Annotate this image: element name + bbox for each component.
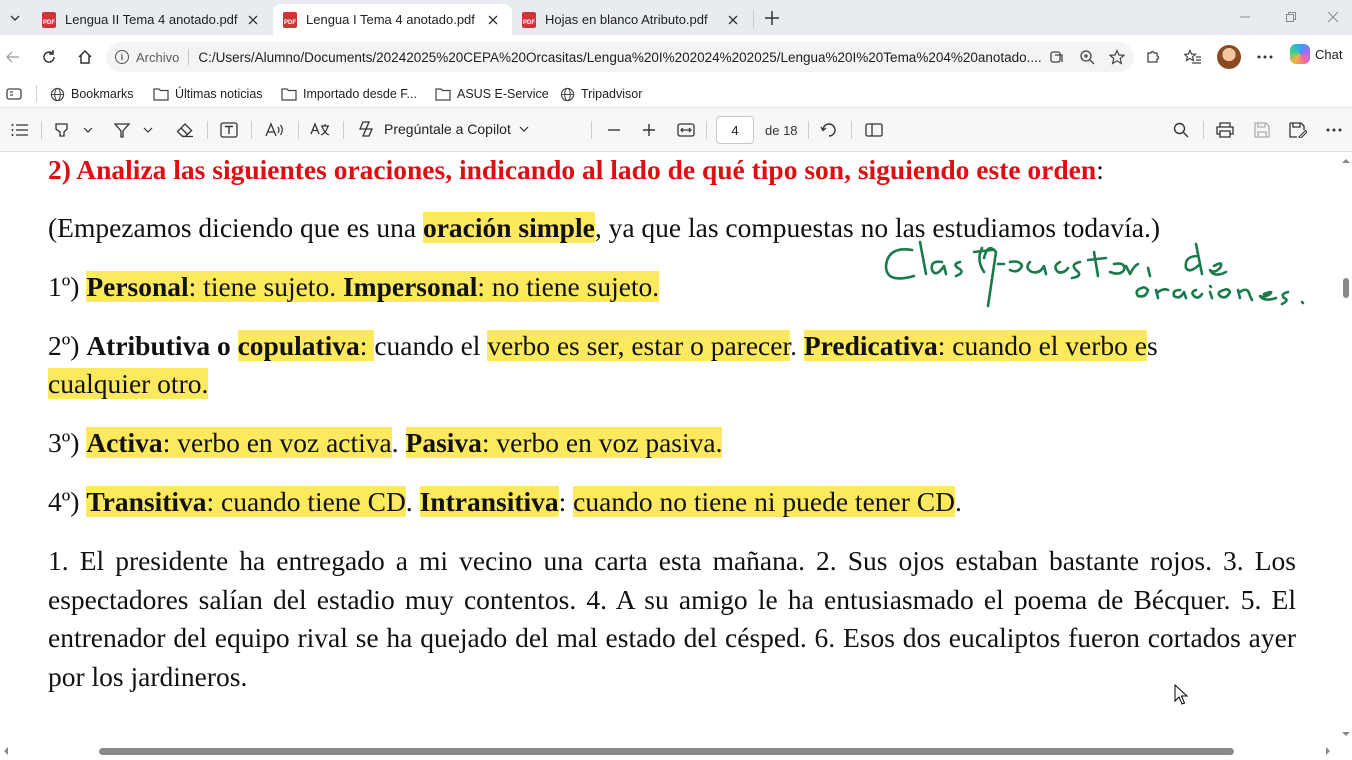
save-as-button[interactable]	[1288, 119, 1308, 141]
chevron-down-icon	[143, 126, 153, 134]
globe-icon	[50, 87, 65, 102]
scroll-left-arrow-icon[interactable]	[0, 747, 8, 755]
chevron-down-icon	[83, 126, 93, 134]
printer-icon	[1216, 122, 1234, 138]
highlight-button[interactable]	[52, 119, 72, 141]
eraser-icon	[176, 122, 194, 138]
bold-term: Atributiva o	[86, 330, 238, 361]
rotate-button[interactable]	[819, 119, 839, 141]
copilot-chat-button[interactable]	[1290, 44, 1342, 64]
scroll-down-arrow-icon[interactable]	[1342, 732, 1350, 740]
print-button[interactable]	[1215, 119, 1235, 141]
fit-to-width-button[interactable]	[676, 119, 696, 141]
highlighted-text: Pasiva: verbo en voz pasiva.	[405, 427, 723, 458]
highlighter-icon	[53, 121, 71, 139]
toolbar-divider	[808, 121, 809, 139]
folder-icon	[153, 87, 169, 101]
criterion-number: 1º)	[48, 271, 87, 302]
vertical-scroll-thumb[interactable]	[1343, 278, 1349, 298]
tab-title: Lengua I Tema 4 anotado.pdf	[306, 12, 475, 27]
new-tab-button[interactable]	[760, 6, 784, 30]
highlighted-text: Activa: verbo en voz activa	[86, 427, 392, 458]
navigation-bar	[0, 35, 1352, 79]
tab-title: Hojas en blanco Atributo.pdf	[545, 12, 708, 27]
tab-divider	[753, 10, 754, 28]
criterion-2-continued	[48, 367, 208, 401]
plain-text: .	[954, 486, 962, 517]
draw-button[interactable]	[112, 119, 132, 141]
more-icon	[1326, 128, 1342, 132]
more-options-button[interactable]	[1325, 119, 1343, 141]
ask-copilot-button[interactable]	[358, 120, 529, 138]
heading-text: 2) Analiza las siguientes oraciones, indicando al lado de qué tipo son, siguiendo este orden	[48, 154, 1097, 185]
highlighted-text: Personal: tiene sujeto. Impersonal: no tiene sujeto.	[86, 271, 660, 302]
restore-button[interactable]	[1268, 0, 1314, 34]
minimize-button[interactable]	[1222, 0, 1268, 34]
folder-icon	[435, 87, 451, 101]
chevron-down-icon	[9, 12, 21, 24]
bookmarks-bar	[0, 79, 1352, 108]
sidebar-toggle-button[interactable]	[6, 84, 22, 104]
arrow-left-icon	[5, 49, 21, 65]
translate-icon	[310, 122, 330, 138]
draw-options[interactable]	[142, 119, 154, 141]
pdf-viewport[interactable]	[0, 152, 1352, 760]
sidebar-icon	[6, 88, 22, 100]
pdf-file-icon: PDF	[42, 12, 56, 28]
mouse-pointer-icon	[1174, 684, 1188, 706]
add-text-button[interactable]	[219, 119, 239, 141]
bookmark-importado[interactable]	[281, 84, 417, 104]
close-icon[interactable]	[244, 11, 262, 29]
save-button[interactable]	[1252, 119, 1272, 141]
criterion-number: 3º)	[48, 427, 87, 458]
info-icon[interactable]: i	[115, 50, 129, 64]
close-icon	[1328, 12, 1338, 22]
highlighted-text: verbo es ser, estar o parecer	[487, 330, 791, 361]
plain-text: cuando el	[374, 330, 488, 361]
search-icon	[1173, 122, 1189, 138]
plain-text: .	[790, 330, 804, 361]
favorite-star-icon[interactable]	[1108, 48, 1126, 66]
address-bar[interactable]	[106, 42, 1134, 72]
highlight-options[interactable]	[82, 119, 94, 141]
handwritten-annotation	[880, 236, 1320, 316]
tab-lengua-ii[interactable]	[32, 4, 272, 35]
criterion-2	[48, 329, 1158, 363]
criterion-3	[48, 426, 722, 460]
zoom-in-button[interactable]	[641, 119, 657, 141]
chevron-down-icon	[519, 125, 529, 133]
bookmark-ultimas-noticias[interactable]	[153, 84, 263, 104]
translate-button[interactable]	[309, 119, 331, 141]
more-icon	[1257, 55, 1273, 59]
ask-copilot-label: Pregúntale a Copilot	[384, 121, 511, 137]
scroll-up-arrow-icon[interactable]	[1342, 155, 1350, 163]
read-aloud-icon	[265, 122, 285, 138]
bookmark-asus-eservice[interactable]	[435, 84, 549, 104]
zoom-out-button[interactable]	[606, 119, 622, 141]
highlighted-text: copulativa:	[237, 330, 375, 361]
plain-text: .	[391, 427, 406, 458]
heading-colon: :	[1096, 154, 1104, 185]
read-aloud-icon[interactable]	[1048, 48, 1066, 66]
bookmark-label: Últimas noticias	[175, 87, 263, 101]
puzzle-icon	[1145, 49, 1161, 65]
page-view-button[interactable]	[864, 119, 884, 141]
minus-icon	[607, 123, 621, 137]
zoom-icon[interactable]	[1078, 48, 1096, 66]
exercise-sentences: 1. El presidente ha entregado a mi vecino una carta esta mañana. 2. Sus ojos estaban bastante rojos. 3. Los espectadores salían del estadio muy contentos. 4. A su amigo le ha entusiasmado el poema de Bécquer. 5. El entrenador del equipo rival se ha quejado del mal estado del césped. 6. Esos dos eucaliptos fueron cortados ayer por los jardineros.	[48, 545, 1296, 692]
address-divider	[188, 49, 189, 65]
toolbar-divider	[343, 121, 344, 139]
pdf-file-icon: PDF	[522, 12, 536, 28]
toolbar-divider	[207, 121, 208, 139]
vertical-scrollbar[interactable]	[1340, 152, 1352, 742]
page-view-icon	[865, 123, 883, 137]
highlighted-text: cuando no tiene ni puede tener CD	[573, 486, 955, 517]
close-icon[interactable]	[724, 11, 742, 29]
address-scheme: Archivo	[136, 49, 180, 65]
tab-lengua-i[interactable]	[273, 4, 512, 35]
close-window-button[interactable]	[1314, 0, 1352, 34]
favorites-button[interactable]	[1180, 44, 1206, 70]
exercise-heading	[48, 153, 1104, 187]
copilot-icon	[1290, 44, 1310, 64]
pdf-file-icon: PDF	[283, 12, 297, 28]
refresh-icon	[41, 49, 57, 65]
minimize-icon	[1240, 12, 1250, 22]
contents-button[interactable]	[10, 119, 30, 141]
toolbar-divider	[591, 121, 592, 139]
close-icon[interactable]	[484, 11, 502, 29]
plain-text: .	[405, 486, 420, 517]
bookmark-label: Bookmarks	[71, 87, 134, 101]
pdf-page	[0, 152, 1340, 742]
rotate-icon	[820, 121, 838, 139]
page-number-input[interactable]: 4	[716, 116, 754, 144]
bookmarks-divider	[36, 85, 37, 102]
save-as-icon	[1289, 122, 1307, 138]
criterion-number: 4º)	[48, 486, 87, 517]
toolbar-divider	[851, 121, 852, 139]
intro-after: , ya que las compuestas no las estudiamos todavía.)	[594, 212, 1160, 243]
chat-label: Chat	[1315, 46, 1343, 62]
toolbar-divider	[298, 121, 299, 139]
address-url[interactable]: C:/Users/Alumno/Documents/20242025%20CEPA%20Orcasitas/Lengua%20I%202024%202025/Lengua%20I%20Tema%204%20anotado....	[198, 49, 1042, 65]
folder-icon	[281, 87, 297, 101]
criterion-1	[48, 270, 659, 304]
bookmark-label: Tripadvisor	[581, 87, 643, 101]
horizontal-scroll-thumb[interactable]	[99, 748, 1234, 755]
toolbar-divider	[1203, 121, 1204, 139]
highlighted-text: cualquier otro.	[48, 368, 209, 399]
plain-text: :	[558, 486, 574, 517]
home-icon	[77, 49, 93, 65]
restore-icon	[1286, 12, 1296, 22]
plain-text: s	[1146, 330, 1158, 361]
back-button[interactable]	[0, 44, 26, 70]
address-actions	[1048, 48, 1126, 66]
bookmark-label: Importado desde F...	[303, 87, 417, 101]
highlighted-text: Intransitiva	[419, 486, 559, 517]
plus-icon	[764, 10, 780, 26]
highlighted-text: Transitiva: cuando tiene CD	[86, 486, 406, 517]
intro-before: (Empezamos diciendo que es una	[48, 212, 423, 243]
pen-icon	[113, 121, 131, 139]
tab-strip	[0, 0, 1352, 35]
save-icon	[1254, 122, 1270, 138]
toolbar-divider	[41, 121, 42, 139]
text-box-icon	[220, 122, 238, 138]
toolbar-divider	[251, 121, 252, 139]
favorites-list-icon	[1184, 49, 1202, 65]
settings-menu-button[interactable]	[1252, 44, 1278, 70]
bookmark-tripadvisor[interactable]	[560, 84, 642, 104]
erase-button[interactable]	[175, 119, 195, 141]
horizontal-scrollbar[interactable]	[0, 742, 1352, 760]
pdf-toolbar	[0, 108, 1352, 152]
page-total-label: de 18	[765, 123, 798, 138]
plus-icon	[642, 123, 656, 137]
tab-hojas-en-blanco[interactable]	[512, 4, 752, 35]
tab-title: Lengua II Tema 4 anotado.pdf	[65, 12, 238, 27]
scroll-right-arrow-icon[interactable]	[1326, 747, 1334, 755]
highlighted-text: Predicativa: cuando el verbo e	[803, 330, 1147, 361]
intro-highlight: oración simple	[422, 212, 595, 243]
fit-width-icon	[677, 123, 695, 137]
criterion-number: 2º)	[48, 330, 87, 361]
bookmark-bookmarks[interactable]	[50, 84, 134, 104]
refresh-button[interactable]	[36, 44, 62, 70]
avatar[interactable]	[1217, 45, 1241, 69]
copilot-icon	[358, 120, 376, 138]
bookmark-label: ASUS E-Service	[457, 87, 549, 101]
criterion-4	[48, 485, 962, 519]
find-button[interactable]	[1171, 119, 1191, 141]
toolbar-divider	[706, 121, 707, 139]
extensions-button[interactable]	[1140, 44, 1166, 70]
read-aloud-button[interactable]	[264, 119, 286, 141]
home-button[interactable]	[72, 44, 98, 70]
list-icon	[11, 123, 29, 137]
globe-icon	[560, 87, 575, 102]
tab-list-button[interactable]	[4, 7, 26, 29]
